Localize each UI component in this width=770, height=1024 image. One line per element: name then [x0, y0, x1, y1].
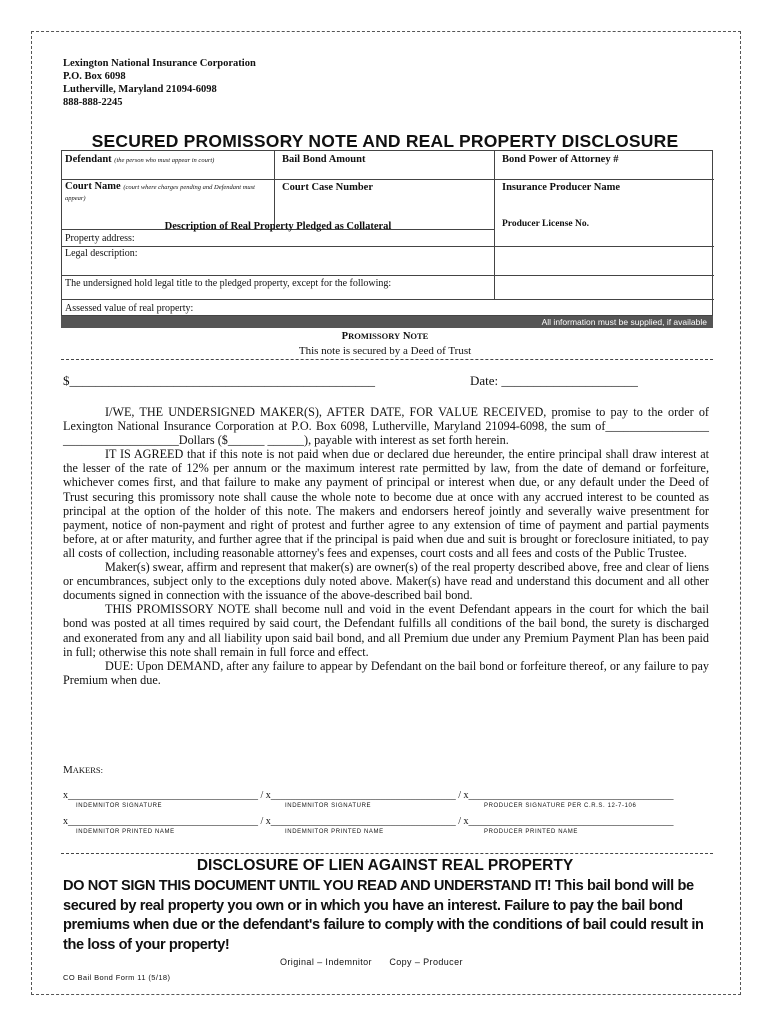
court-name-label: Court Name [65, 181, 121, 192]
company-address1: P.O. Box 6098 [63, 71, 126, 82]
producer-license-field[interactable] [502, 219, 589, 229]
amount-field[interactable]: $_______________________________________________ [63, 373, 375, 388]
property-address-label[interactable]: Property address: [65, 233, 135, 244]
sig-caption-indemnitor-2: INDEMNITOR SIGNATURE [285, 803, 372, 809]
bail-bond-amount-field[interactable] [282, 154, 365, 165]
company-phone: 888-888-2245 [63, 97, 123, 108]
table-divider [62, 246, 714, 247]
bond-poa-field[interactable] [502, 154, 618, 165]
table-divider [62, 299, 714, 300]
company-address2: Lutherville, Maryland 21094-6098 [63, 84, 217, 95]
pn-title-first2: N [402, 331, 411, 342]
company-name: Lexington National Insurance Corporation [63, 58, 256, 69]
producer-name-field[interactable] [502, 182, 620, 193]
note-paragraph-5: DUE: Upon DEMAND, after any failure to appear by Defendant on the bail bond or forfeiture thereof, or any failure to pay Premium when due. [63, 658, 709, 687]
sig-caption-producer: PRODUCER SIGNATURE PER C.R.S. 12-7-106 [484, 803, 637, 809]
producer-license-label: Producer License No. [502, 219, 589, 229]
signature-row[interactable]: x______________________________________ / x_____________________________________ / x_________________________________________ [63, 790, 674, 801]
producer-name-label: Insurance Producer Name [502, 182, 621, 193]
table-divider [494, 151, 495, 299]
disclosure-warning: DO NOT SIGN THIS DOCUMENT UNTIL YOU READ AND UNDERSTAND IT! This bail bond will be secured by real property you own or in which you have an interest. Failure to pay the bail bond premiums when due or the defendant's failure to comply with the conditions of bail could result in the loss of your property! [63, 878, 704, 953]
info-banner: All information must be supplied, if available [61, 316, 713, 328]
defendant-label: Defendant [65, 154, 112, 165]
note-body [63, 405, 709, 687]
makers-label [63, 764, 103, 776]
disclosure-title: DISCLOSURE OF LIEN AGAINST REAL PROPERTY [196, 857, 574, 874]
note-paragraph-3: Maker(s) swear, affirm and represent that maker(s) are owner(s) of the real property described above, free and clear of liens or encumbrances, subject only to the exceptions duly noted above. Maker(s) have read and understand this document and all other documents signed in connection with the issuance of the above-described bail bond. [63, 560, 709, 603]
court-case-field[interactable] [282, 182, 373, 193]
note-paragraph-4: THIS PROMISSORY NOTE shall become null and void in the event Defendant appears in the court for which the bail bond was posted at all times required by said court, the Defendant fulfills all conditions of the bail bond, the surety is discharged and exonerated from any and all liability upon said bail bond, and all Premium due under any Premium Payment Plan has been paid in full; otherwise this note shall remain in full force and effect. [63, 602, 709, 659]
date-field[interactable]: Date: _____________________ [470, 373, 638, 388]
company-block [63, 57, 256, 109]
dashed-divider [61, 359, 713, 360]
title-exception-label[interactable]: The undersigned hold legal title to the pledged property, except for the following: [65, 278, 392, 289]
makers-label-first: M [63, 764, 73, 776]
makers-label-rest: AKERS: [72, 765, 104, 775]
pn-title-rest: ROMISSORY [348, 331, 401, 341]
defendant-sub: (the person who must appear in court) [114, 157, 215, 164]
court-case-label: Court Case Number [282, 182, 373, 193]
bond-poa-label: Bond Power of Attorney # [502, 154, 619, 165]
note-paragraph-2: IT IS AGREED that if this note is not paid when due or declared due hereunder, the entire principal shall draw interest at the lesser of the rate of 12% per annum or the maximum interest rate permitted by law, from the date of demand or forfeiture, whichever comes first, and that failure to make any payment of principal or interest when due, or any default under the Deed of Trust securing this promissory note shall cause the whole note to become due at once with any accrued interest to be counted as principal at the option of the holder of this note. The makers and endorsers hereof jointly and severally waive presentment for payment, notice of non-payment and right of protest and further agree to any extension of time of payment and partial payments before, at or after maturity, and further agree that if the principal is paid when due and suit is brought or foreclosure initiated, to pay all costs of collection, including reasonable attorney's fees and expenses, court costs and all fees and costs of the Public Trustee. [63, 447, 709, 560]
printed-name-row[interactable]: x______________________________________ / x_____________________________________ / x_________________________________________ [63, 816, 674, 827]
legal-description-label[interactable]: Legal description: [65, 248, 138, 259]
court-name-field[interactable] [65, 182, 271, 204]
bail-bond-amount-label: Bail Bond Amount [282, 154, 366, 165]
printed-caption-indemnitor-2: INDEMNITOR PRINTED NAME [285, 829, 384, 835]
pn-title-first: P [341, 331, 349, 342]
defendant-field[interactable] [65, 154, 214, 165]
note-paragraph-1: I/WE, THE UNDERSIGNED MAKER(S), AFTER DATE, FOR VALUE RECEIVED, promise to pay to the order of Lexington National Insurance Corporation at P.O. Box 6098, Lutherville, Maryland 21094-6098, the sum of_________________ ___________________Dollars ($______ ______), payable with interest as set forth herein. [63, 405, 709, 448]
printed-caption-indemnitor-1: INDEMNITOR PRINTED NAME [76, 829, 175, 835]
promissory-note-title [0, 331, 770, 342]
court-name-sub: (court where charges pending and Defendant must appear) [65, 184, 255, 202]
document-title: SECURED PROMISSORY NOTE AND REAL PROPERTY DISCLOSURE [91, 131, 679, 151]
printed-caption-producer: PRODUCER PRINTED NAME [484, 829, 578, 835]
pn-title-rest2: OTE [410, 331, 429, 341]
form-id: CO Bail Bond Form 11 (5/18) [63, 973, 171, 982]
table-divider [62, 179, 714, 180]
table-divider [62, 275, 714, 276]
assessed-value-label[interactable]: Assessed value of real property: [65, 303, 194, 314]
copy-distribution: Original – Indemnitor Copy – Producer [280, 957, 463, 967]
info-table [61, 150, 713, 316]
collateral-heading: Description of Real Property Pledged as Collateral [164, 221, 392, 232]
dashed-divider [61, 853, 713, 854]
promissory-note-subtitle: This note is secured by a Deed of Trust [298, 345, 472, 357]
sig-caption-indemnitor-1: INDEMNITOR SIGNATURE [76, 803, 163, 809]
table-divider [274, 151, 275, 229]
